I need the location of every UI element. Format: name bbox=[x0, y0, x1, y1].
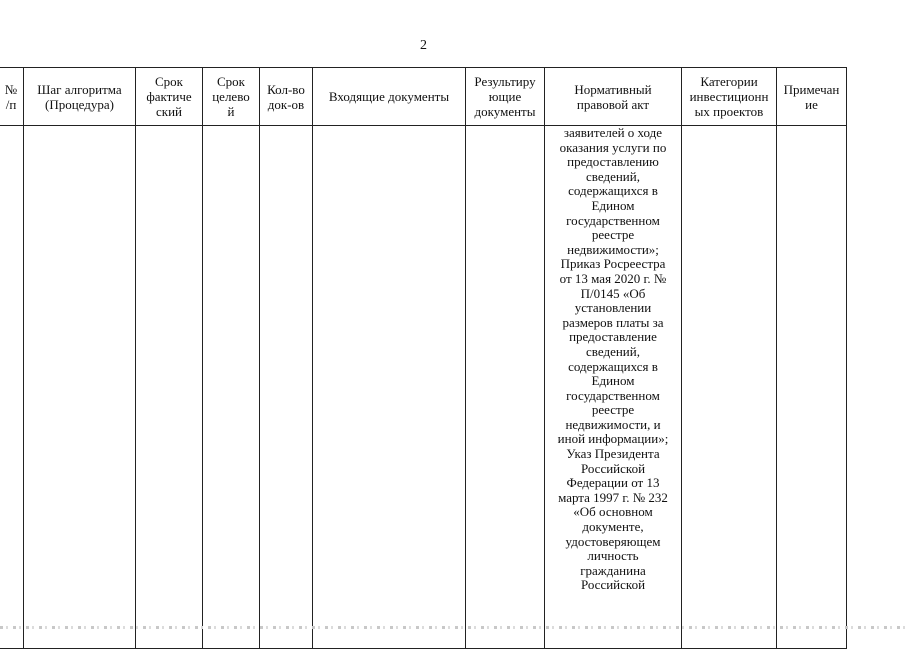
procedure-table bbox=[0, 67, 847, 649]
header-normative-act-label: Нормативный правовой акт bbox=[574, 81, 652, 112]
header-note-label: Примечан ие bbox=[783, 81, 840, 112]
cell-target-term bbox=[203, 126, 260, 649]
table-header-row bbox=[0, 68, 847, 126]
table-row bbox=[0, 126, 847, 649]
cell-resulting-documents bbox=[466, 126, 545, 649]
cell-document-count bbox=[260, 126, 313, 649]
header-note bbox=[777, 68, 847, 126]
header-actual-term-label: Срок фактиче ский bbox=[146, 74, 192, 119]
cell-number bbox=[0, 126, 24, 649]
cell-note bbox=[777, 126, 847, 649]
header-document-count bbox=[260, 68, 313, 126]
cell-normative-act bbox=[545, 126, 682, 649]
header-number bbox=[0, 68, 24, 126]
header-investment-categories bbox=[682, 68, 777, 126]
header-target-term bbox=[203, 68, 260, 126]
header-normative-act bbox=[545, 68, 682, 126]
cell-algorithm-step bbox=[24, 126, 136, 649]
normative-act-text: заявителей о ходе оказания услуги по предоставлению сведений, содержащихся в Едином государственном реестре недвижимости»; Приказ Росреестра от 13 мая 2020 г. № П/0145 «Об установлении размеров платы за предоставление сведений, содержащихся в Едином государственном реестре недвижимости, и иной информации»; Указ Президента Российской Федерации от 13 марта 1997 г. № 232 «Об основном документе, удостоверяющем личность гражданина Российской bbox=[557, 125, 669, 593]
header-number-label: № /п bbox=[4, 81, 18, 112]
cell-incoming-documents bbox=[313, 126, 466, 649]
header-incoming-documents-label: Входящие документы bbox=[328, 89, 450, 104]
page-number: 2 bbox=[420, 38, 427, 53]
cell-investment-categories bbox=[682, 126, 777, 649]
header-actual-term bbox=[136, 68, 203, 126]
scan-noise-line bbox=[0, 626, 905, 629]
header-document-count-label: Кол-во док-ов bbox=[267, 81, 305, 112]
header-target-term-label: Срок целево й bbox=[212, 74, 250, 119]
header-investment-categories-label: Категории инвестиционн ых проектов bbox=[689, 74, 769, 119]
header-resulting-documents-label: Результиру ющие документы bbox=[474, 74, 536, 119]
header-incoming-documents bbox=[313, 68, 466, 126]
header-algorithm-step bbox=[24, 68, 136, 126]
header-algorithm-step-label: Шаг алгоритма (Процедура) bbox=[37, 81, 122, 112]
header-resulting-documents bbox=[466, 68, 545, 126]
cell-actual-term bbox=[136, 126, 203, 649]
